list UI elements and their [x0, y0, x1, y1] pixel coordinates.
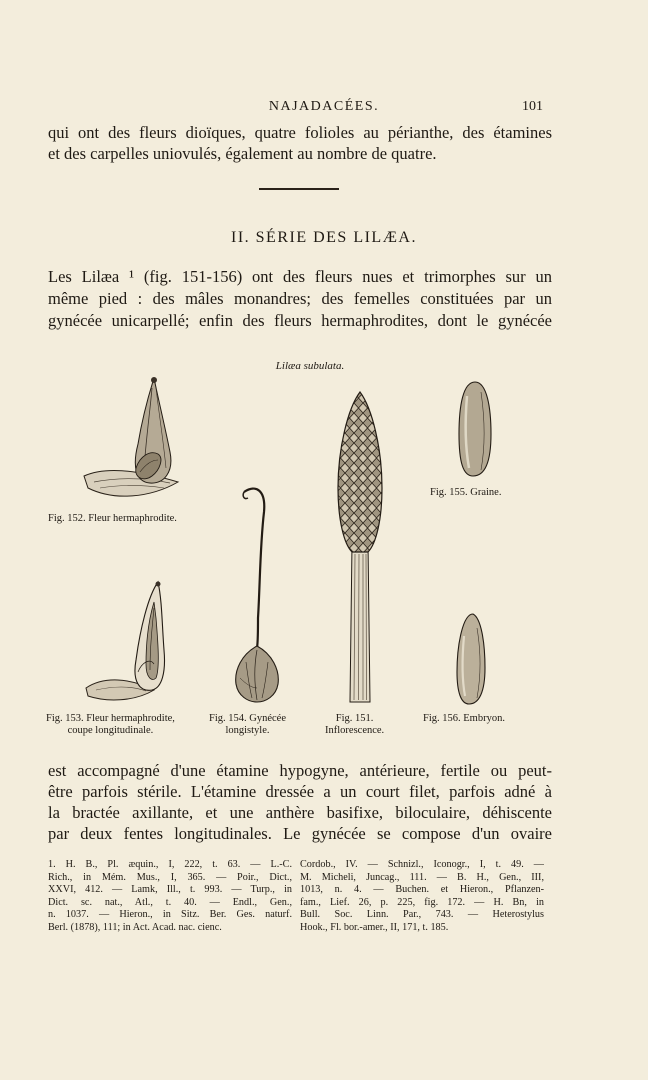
text-line: qui ont des fleurs dioïques, quatre folioles au périanthe, des étamines: [48, 123, 552, 142]
footnotes-right-column: [300, 859, 544, 935]
footnote-line: n. 1037. — Hieron., in Sitz. Ber. Ges. naturf.: [48, 909, 292, 921]
fig-152-caption: [48, 513, 177, 525]
text-line: et des carpelles uniovulés, également au nombre de quatre.: [48, 144, 437, 163]
fig-152-illustration: [80, 372, 182, 504]
page-number: 101: [522, 99, 543, 114]
body-paragraph-2: [48, 760, 552, 844]
body-paragraph-1: [48, 266, 552, 332]
text-line: être parfois stérile. L'étamine dressée a un court filet, parfois adné à: [48, 782, 552, 801]
footnotes-left-column: [48, 859, 292, 935]
footnote-line: Dict. sc. nat., Atl., t. 40. — Endl., Gen.,: [48, 896, 292, 908]
footnote-line: 1013, n. 4. — Buchen. et Hieron., Pflanzen-: [300, 884, 544, 896]
fig-151-caption: [325, 713, 384, 737]
footnote-line: Rich., in Mém. Mus., I, 365. — Poir., Dict.,: [48, 871, 292, 883]
fig-154-illustration: [230, 484, 284, 706]
caption-line: Fig. 153. Fleur hermaphrodite,: [46, 713, 175, 724]
text-line: gynécée unicarpellé; enfin des fleurs hermaphrodites, dont le gynécée: [48, 311, 552, 330]
fig-156-illustration: [455, 612, 487, 706]
intro-paragraph: [48, 122, 552, 164]
fig-153-caption: [46, 713, 175, 737]
footnote-line: Bull. Soc. Linn. Par., 743. — Heterostylus: [300, 909, 544, 921]
caption-line: Fig. 155. Graine.: [430, 487, 502, 498]
caption-line: Fig. 156. Embryon.: [423, 713, 505, 724]
section-divider: [259, 188, 339, 190]
section-heading: II. SÉRIE DES LILÆA.: [231, 229, 417, 246]
footnote-line: M. Micheli, Juncag., 111. — B. H., Gen., III,: [300, 871, 544, 883]
footnote-line: fam., Lief. 26, p. 225, fig. 172. — H. Bn, in: [300, 896, 544, 908]
running-title: NAJADACÉES.: [268, 99, 380, 114]
caption-line: Fig. 154. Gynécée: [209, 713, 286, 724]
text-line: même pied : des mâles monandres; des femelles constituées par un: [48, 289, 552, 308]
text-line: par deux fentes longitudinales. Le gynécée se compose d'un ovaire: [48, 824, 552, 843]
text-line: Les Lilæa ¹ (fig. 151-156) ont des fleurs nues et trimorphes sur un: [48, 267, 552, 286]
footnote-line: Cordob., IV. — Schnizl., Iconogr., I, t. 49. —: [300, 859, 544, 870]
footnote-line: XXVI, 412. — Lamk, Ill., t. 993. — Turp., in: [48, 884, 292, 896]
footnote-line: Hook., Fl. bor.-amer., II, 171, t. 185.: [300, 921, 449, 933]
caption-line: Fig. 152. Fleur hermaphrodite.: [48, 513, 177, 524]
text-line: est accompagné d'une étamine hypogyne, antérieure, fertile ou peut-: [48, 761, 552, 780]
plate-title: Lilæa subulata.: [275, 360, 345, 372]
fig-155-illustration: [457, 380, 493, 478]
fig-156-caption: [423, 713, 505, 725]
fig-151-illustration: [336, 388, 386, 708]
footnote-line: Berl. (1878), 111; in Act. Acad. nac. cienc.: [48, 921, 222, 933]
fig-155-caption: [430, 487, 501, 499]
caption-line: Inflorescence.: [325, 725, 385, 736]
fig-153-illustration: [84, 578, 170, 704]
text-line: la bractée axillante, et une anthère basifixe, biloculaire, déhiscente: [48, 803, 552, 822]
running-head: [0, 99, 648, 119]
caption-line: longistyle.: [225, 725, 270, 736]
footnote-line: 1. H. B., Pl. æquin., I, 222, t. 63. — L.-C.: [48, 859, 292, 870]
caption-line: Fig. 151.: [335, 713, 374, 724]
fig-154-caption: [209, 713, 286, 737]
caption-line: coupe longitudinale.: [67, 725, 154, 736]
